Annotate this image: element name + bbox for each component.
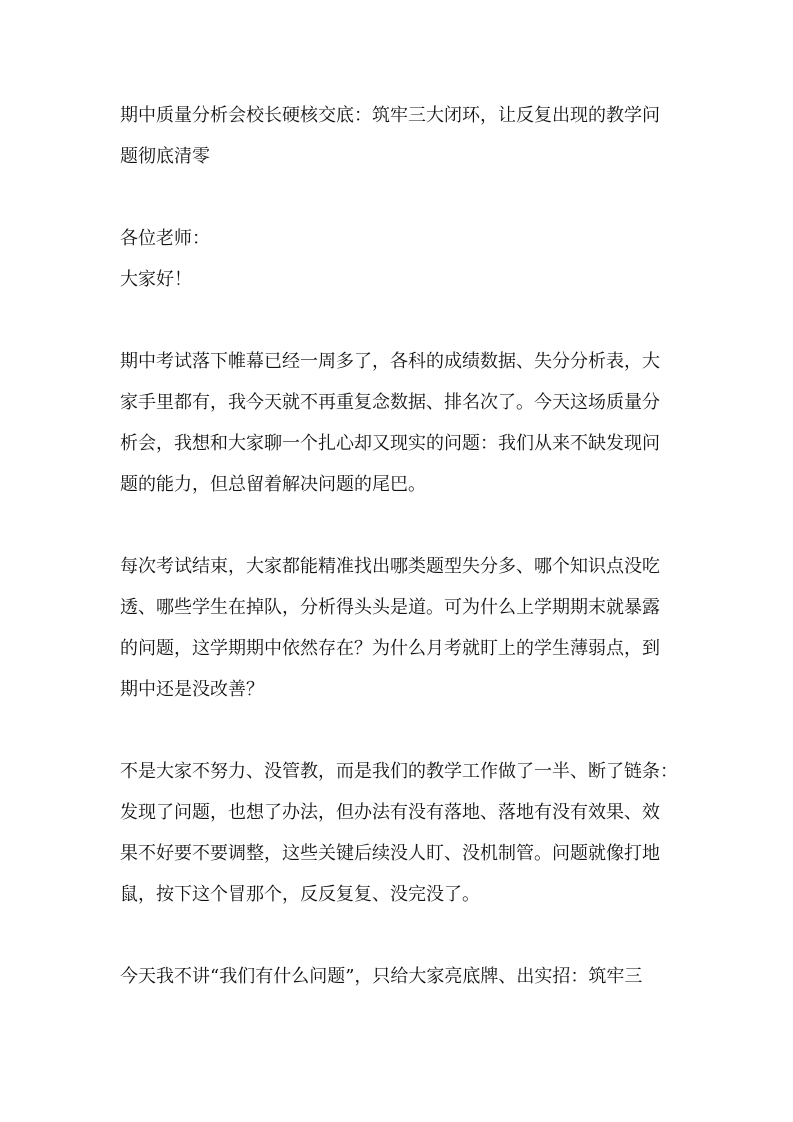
title-line: 题彻底清零 xyxy=(120,146,210,167)
paragraph-3 xyxy=(120,751,678,915)
paragraph-line: 透、哪些学生在掉队，分析得头头是道。可为什么上学期期末就暴露 xyxy=(120,597,660,618)
paragraph-line: 果不好要不要调整，这些关键后续没人盯、没机制管。问题就像打地 xyxy=(120,843,660,864)
salutation-text: 各位老师： xyxy=(120,228,210,249)
paragraph-line: 每次考试结束，大家都能精准找出哪类题型失分多、哪个知识点没吃 xyxy=(120,556,660,577)
salutation xyxy=(120,218,675,259)
greeting xyxy=(120,259,675,300)
title-line: 期中质量分析会校长硬核交底：筑牢三大闭环，让反复出现的教学问 xyxy=(120,105,660,126)
paragraph-line: 家手里都有，我今天就不再重复念数据、排名次了。今天这场质量分 xyxy=(120,392,660,413)
document-body xyxy=(120,95,678,997)
paragraph-line: 题的能力，但总留着解决问题的尾巴。 xyxy=(120,474,426,495)
paragraph-line: 发现了问题，也想了办法，但办法有没有落地、落地有没有效果、效 xyxy=(120,802,660,823)
paragraph-line: 不是大家不努力、没管教，而是我们的教学工作做了一半、断了链条： xyxy=(120,761,678,782)
paragraph-line: 今天我不讲“我们有什么问题”，只给大家亮底牌、出实招：筑牢三 xyxy=(120,966,643,987)
paragraph-4 xyxy=(120,956,675,997)
paragraph-2 xyxy=(120,546,675,710)
paragraph-line: 析会，我想和大家聊一个扎心却又现实的问题：我们从来不缺发现问 xyxy=(120,433,660,454)
paragraph-1 xyxy=(120,341,675,505)
document-title xyxy=(120,95,675,177)
paragraph-line: 的问题，这学期期中依然存在？为什么月考就盯上的学生薄弱点，到 xyxy=(120,638,660,659)
greeting-text: 大家好！ xyxy=(120,269,192,290)
paragraph-line: 鼠，按下这个冒那个，反反复复、没完没了。 xyxy=(120,884,480,905)
paragraph-line: 期中考试落下帷幕已经一周多了，各科的成绩数据、失分分析表，大 xyxy=(120,351,660,372)
paragraph-line: 期中还是没改善？ xyxy=(120,679,264,700)
